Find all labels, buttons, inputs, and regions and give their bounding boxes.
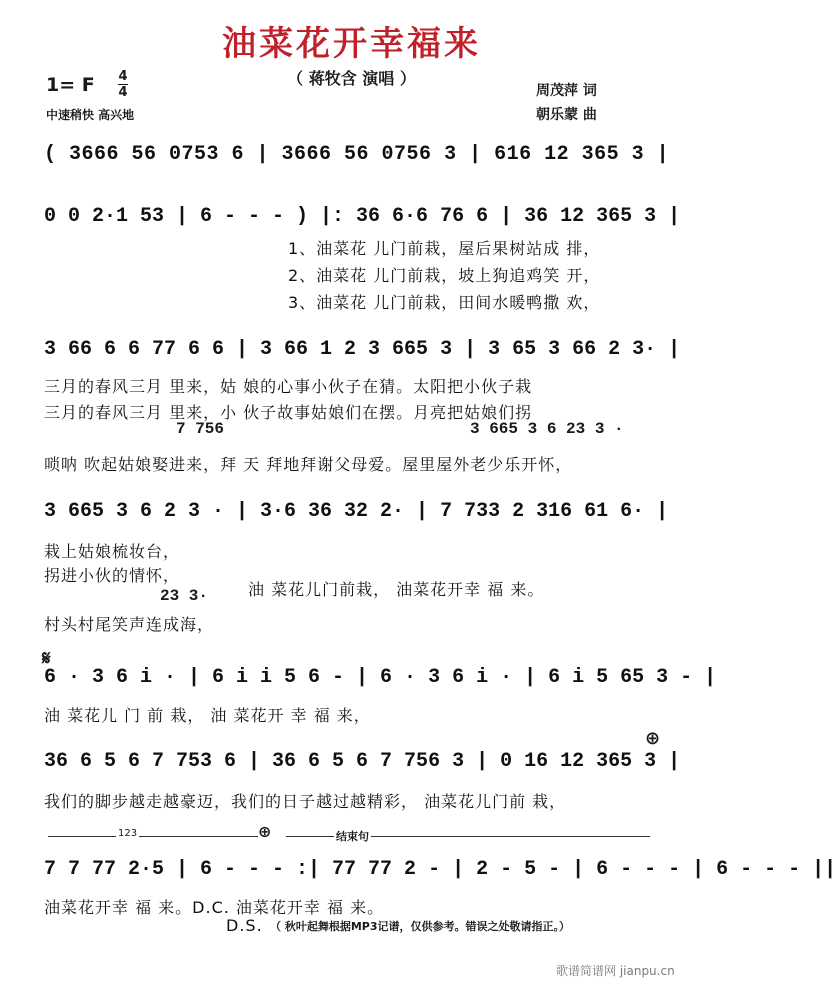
notation-row-4: 3 665 3 6 2 3 · | 3·6 36 32 2· | 7 733 2 316 61 6· | [44,500,669,523]
lyric-row-4-line-3: 村头村尾笑声连成海， [44,615,215,634]
alt-notation-row-4: 23 3· [160,587,209,605]
lyric-row-4-refrain: 油 菜花儿门前栽， 油菜花开幸 福 来。 [248,580,545,599]
lyric-row-5: 油 菜花儿 门 前 栽， 油 菜花开 幸 福 来， [44,706,371,725]
song-title: 油菜花开幸福来 [222,24,481,64]
notation-row-1: ( 3666 56 0753 6 | 3666 56 0756 3 | 616 12 365 3 | [44,143,670,166]
lyric-verse-3: 3、油菜花 儿门前栽，田间水暖鸭撒 欢， [288,293,601,312]
notation-row-6: 36 6 5 6 7 753 6 | 36 6 5 6 7 756 3 | 0 16 12 365 3 | [44,750,681,773]
lyric-row-6: 我们的脚步越走越豪迈，我们的日子越过越精彩， 油菜花儿门前 栽， [44,792,567,811]
lyric-row-4-line-2: 拐进小伙的情怀， [44,566,181,585]
alt-notation-left: 7 756 [176,420,225,438]
time-signature [118,70,128,99]
time-signature-bottom: 4 [118,85,128,100]
ds-label: D.S. [226,916,263,935]
transcription-note: （ 秋叶起舞根据MP3记谱，仅供参考。错误之处敬请指正。） [270,920,570,933]
lyric-row-7: 油菜花开幸 福 来。D.C. 油菜花开幸 福 来。 [44,898,385,917]
coda-sign-row-6: ⊕ [645,728,661,749]
volta-label: 123 [118,828,138,839]
singer-credit: （ 蒋牧含 演唱 ） [287,69,416,88]
key-signature: 1= F [46,74,95,96]
notation-row-2: 0 0 2·1 53 | 6 - - - ) |: 36 6·6 76 6 | 36 12 365 3 | [44,205,681,228]
lyric-verse-1: 1、油菜花 儿门前栽，屋后果树站成 排， [288,239,601,258]
lyric-row-3-line-1: 三月的春风三月 里来，姑 娘的心事小伙子在猜。太阳把小伙子栽 [44,377,533,396]
composer-credit: 朝乐蒙 曲 [536,107,597,123]
ending-label: 结束句 [336,830,369,843]
lyric-row-3-line-3: 唢呐 吹起姑娘娶进来，拜 天 拜地拜谢父母爱。屋里屋外老少乐开怀， [44,455,573,474]
notation-row-5: 6 · 3 6 i · | 6 i i 5 6 - | 6 · 3 6 i · | 6 i 5 65 3 - | [44,666,717,689]
watermark: 歌谱简谱网 jianpu.cn [556,964,675,978]
alt-notation-right: 3 665 3 6 23 3 · [470,420,624,438]
notation-row-3: 3 66 6 6 77 6 6 | 3 66 1 2 3 665 3 | 3 65 3 66 2 3· | [44,338,681,361]
tempo-marking: 中速稍快 高兴地 [46,108,135,122]
coda-sign-row-7: ⊕ [258,822,272,841]
notation-row-7: 7 7 77 2·5 | 6 - - - :| 77 77 2 - | 2 - 5 - | 6 - - - | 6 - - - || [44,858,836,881]
time-signature-top: 4 [118,69,128,84]
lyric-row-3-line-2: 三月的春风三月 里来，小 伙子故事姑娘们在摆。月亮把姑娘们拐 [44,403,533,422]
segno-sign: 𝄋 [42,646,51,670]
lyric-verse-2: 2、油菜花 儿门前栽，坡上狗追鸡笑 开， [288,266,601,285]
lyricist-credit: 周茂萍 词 [536,83,597,99]
lyric-row-4-line-1: 栽上姑娘梳妆台， [44,542,181,561]
